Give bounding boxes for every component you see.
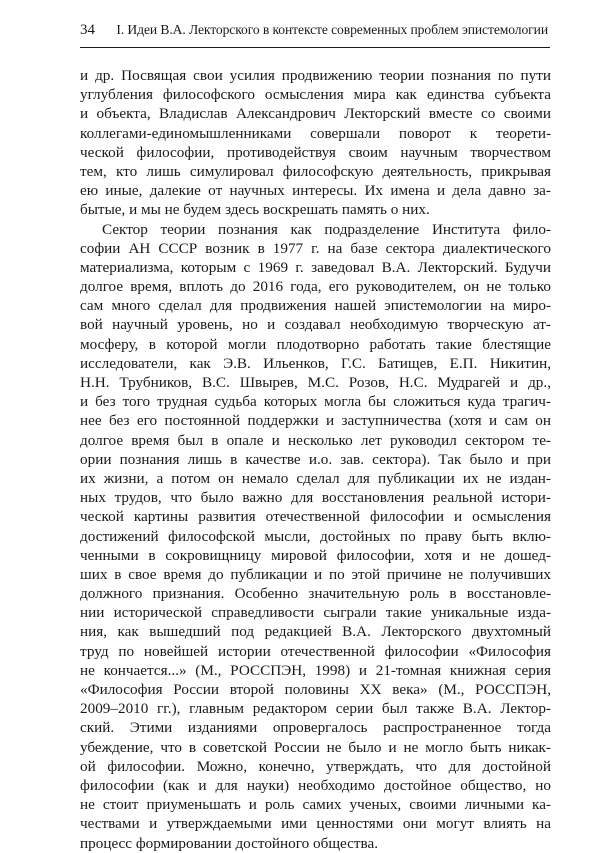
text-line: и без того трудная судьба которых могла бы сложиться куда трагич- xyxy=(80,393,551,411)
text-line: ческой философии, противодействуя своим научным творчеством xyxy=(80,143,551,161)
text-line: не стоит приуменьшать и роль самих ученых, своими личными ка- xyxy=(80,796,551,814)
text-line: сам много сделал для продвижения нашей эпистемологии на миро- xyxy=(80,297,551,315)
text-line: ния, как вышедший под редакцией В.А. Лекторского двухтомный xyxy=(80,623,551,641)
text-line: ею иные, далекие от научных интересы. Их имена и дела давно за- xyxy=(80,182,551,200)
paragraph xyxy=(80,220,551,853)
text-line: убеждение, что в советской России не было и не могло быть никак- xyxy=(80,738,551,756)
text-line: достижений философской мысли, достойных по праву быть вклю- xyxy=(80,527,551,545)
text-line: процесс формировании достойного общества. xyxy=(80,834,379,852)
text-line: нее без его постоянной поддержки и заступничества (хотя и сам он xyxy=(80,412,551,430)
text-line: философии (как и для науки) необходимо достойное общество, но xyxy=(80,776,551,794)
text-line: должного признания. Особенно значительную роль в восстановле- xyxy=(80,585,551,603)
text-line: тем, кто лишь симулировал философскую деятельность, прикрывая xyxy=(80,162,551,180)
text-line: 2009–2010 гг.), главным редактором серии был также В.А. Лектор- xyxy=(80,700,551,718)
text-line: их жизни, а потом он немало сделал для публикации их не издан- xyxy=(80,469,551,487)
text-line: ский. Этими изданиями опровергалось распространенное тогда xyxy=(80,719,551,737)
text-line: мосферу, в которой могли плодотворно работать такие блестящие xyxy=(80,335,551,353)
header-rule xyxy=(80,47,550,48)
text-line: нии исторической справедливости сыграли такие уникальные изда- xyxy=(80,604,551,622)
text-line: и объекта, Владислав Александрович Лекторский вместе со своими xyxy=(80,105,551,123)
paragraph xyxy=(80,66,551,220)
text-line: софии АН СССР возник в 1977 г. на базе сектора диалектического xyxy=(80,239,551,257)
text-line: ории познания лишь в качестве и.о. зав. сектора). Так было и при xyxy=(80,450,551,468)
page-number: 34 xyxy=(80,22,95,38)
text-line: коллегами-единомышленниками совершали поворот к теорети- xyxy=(80,124,551,142)
text-line: чествами и утверждаемыми ими ценностями они могут влиять на xyxy=(80,815,551,833)
running-title: I. Идеи В.А. Лекторского в контексте современных проблем эпистемологии xyxy=(116,22,548,37)
text-line: ченными в сокровищницу мировой философии, хотя и не дошед- xyxy=(80,546,551,564)
text-line: материализма, которым с 1969 г. заведовал В.А. Лекторский. Будучи xyxy=(80,258,551,276)
text-line: вой научный уровень, но и создавал необходимую творческую ат- xyxy=(80,316,551,334)
text-line: ческой картины развития отечественной философии и осмысления xyxy=(80,508,551,526)
body-text xyxy=(80,66,551,853)
text-line: долгое время был в опале и несколько лет руководил сектором те- xyxy=(80,431,551,449)
text-line: бытые, и мы не будем здесь воскрешать память о них. xyxy=(80,201,430,219)
text-line: долгое время, вплоть до 2016 года, его руководителем, он не только xyxy=(80,278,551,296)
text-line: ой философии. Можно, конечно, утверждать, что для достойной xyxy=(80,757,551,775)
text-line: труд по новейшей истории отечественной философии «Философия xyxy=(80,642,551,660)
text-line: не кончается...» (М., РОССПЭН, 1998) и 21-томная книжная серия xyxy=(80,661,551,679)
text-line: ших в свое время до публикации и по этой причине не получивших xyxy=(80,565,551,583)
text-line: ных трудов, что было важно для восстановления реальной истори- xyxy=(80,489,551,507)
text-line: исследователи, как Э.В. Ильенков, Г.С. Батищев, Е.П. Никитин, xyxy=(80,354,551,372)
text-line: «Философия России второй половины XX века» (М., РОССПЭН, xyxy=(80,681,551,698)
text-line: Н.Н. Трубников, В.С. Швырев, М.С. Розов, Н.С. Мудрагей и др., xyxy=(80,374,551,391)
text-line: углубления философского осмысления мира как единства субъекта xyxy=(80,86,551,104)
running-head xyxy=(80,22,548,44)
text-line: Сектор теории познания как подразделение Института фило- xyxy=(102,220,551,238)
text-line: и др. Посвящая свои усилия продвижению теории познания по пути xyxy=(80,67,551,84)
